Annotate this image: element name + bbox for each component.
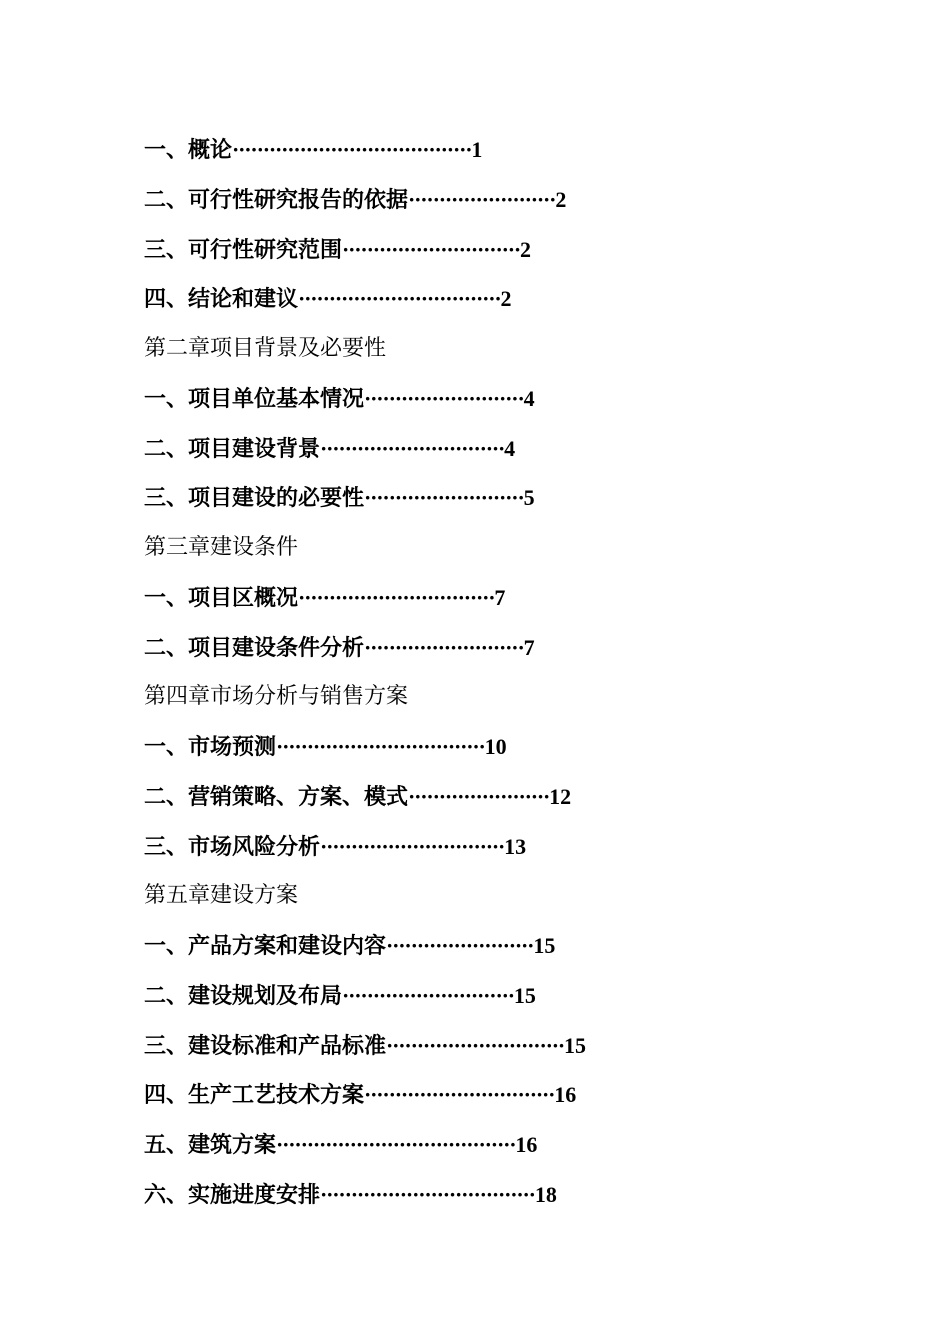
toc-entry-title: 一、概论 <box>144 137 233 163</box>
toc-entry-title: 三、建设标准和产品标准 <box>144 1032 387 1059</box>
toc-entry[interactable] <box>144 225 844 275</box>
toc-entry-title: 二、项目建设背景 <box>144 435 321 462</box>
toc-page-number: 4 <box>523 385 535 411</box>
toc-page-number: 4 <box>504 435 516 461</box>
toc-entry[interactable] <box>144 125 844 175</box>
toc-entry-title: 四、结论和建议 <box>144 286 299 313</box>
toc-entry[interactable] <box>144 971 844 1021</box>
toc-leader-dots: ··································· <box>320 1181 535 1207</box>
toc-entry-title: 二、营销策略、方案、模式 <box>144 783 409 810</box>
toc-leader-dots: ································· <box>298 286 501 312</box>
toc-leader-dots: ·························· <box>364 634 524 660</box>
toc-chapter-title: 第三章建设条件 <box>144 535 299 560</box>
toc-entry[interactable] <box>144 1021 844 1071</box>
toc-leader-dots: ·························· <box>364 485 524 511</box>
toc-entry-title: 三、市场风险分析 <box>144 833 321 860</box>
toc-page-number: 7 <box>523 634 535 660</box>
toc-entry[interactable] <box>144 623 844 673</box>
toc-leader-dots: ····························· <box>386 1032 564 1058</box>
toc-page-number: 1 <box>471 137 483 162</box>
toc-entry-title: 一、项目区概况 <box>144 584 299 611</box>
toc-entry[interactable] <box>144 1170 844 1220</box>
toc-chapter-title: 第二章项目背景及必要性 <box>144 336 387 361</box>
toc-entry[interactable] <box>144 473 844 523</box>
toc-entry[interactable] <box>144 274 844 324</box>
toc-entry-title: 四、生产工艺技术方案 <box>144 1082 365 1109</box>
toc-entry-title: 二、项目建设条件分析 <box>144 634 365 661</box>
toc-leader-dots: ·································· <box>276 734 485 759</box>
toc-page-number: 7 <box>494 584 506 610</box>
toc-entry[interactable] <box>144 424 844 474</box>
table-of-contents <box>144 125 844 1220</box>
toc-chapter-heading[interactable] <box>144 672 844 722</box>
toc-entry[interactable] <box>144 722 844 772</box>
toc-leader-dots: ························ <box>408 186 556 212</box>
toc-entry[interactable] <box>144 772 844 822</box>
toc-leader-dots: ······················· <box>408 783 550 809</box>
toc-page-number: 10 <box>484 734 507 759</box>
toc-page-number: 5 <box>523 485 535 511</box>
toc-leader-dots: ······································· <box>276 1132 516 1157</box>
toc-entry-title: 三、项目建设的必要性 <box>144 485 365 512</box>
toc-leader-dots: ···························· <box>342 982 514 1008</box>
toc-chapter-heading[interactable] <box>144 871 844 921</box>
toc-page-number: 2 <box>500 286 512 312</box>
toc-entry[interactable] <box>144 1120 844 1170</box>
toc-entry-title: 二、建设规划及布局 <box>144 982 343 1009</box>
toc-page-number: 2 <box>520 236 531 262</box>
toc-page-number: 18 <box>534 1181 557 1207</box>
toc-page-number: 15 <box>564 1032 586 1058</box>
toc-entry-title: 一、市场预测 <box>144 734 277 760</box>
toc-chapter-heading[interactable] <box>144 523 844 573</box>
toc-page-number: 16 <box>515 1132 538 1157</box>
toc-page-number: 13 <box>504 833 527 859</box>
toc-page-number: 16 <box>554 1082 577 1108</box>
toc-leader-dots: ······························ <box>320 833 505 859</box>
toc-leader-dots: ······································· <box>232 137 472 162</box>
toc-page-number: 12 <box>549 783 572 809</box>
toc-entry[interactable] <box>144 175 844 225</box>
toc-entry-title: 二、可行性研究报告的依据 <box>144 186 409 213</box>
toc-page-number: 15 <box>513 982 536 1008</box>
toc-entry[interactable] <box>144 573 844 623</box>
toc-chapter-title: 第四章市场分析与销售方案 <box>144 684 409 710</box>
toc-entry-title: 五、建筑方案 <box>144 1132 277 1158</box>
toc-entry-title: 三、可行性研究范围 <box>144 236 343 263</box>
toc-leader-dots: ······························· <box>364 1082 555 1108</box>
toc-entry[interactable] <box>144 822 844 872</box>
toc-entry[interactable] <box>144 1070 844 1120</box>
toc-leader-dots: ························ <box>386 933 534 958</box>
toc-leader-dots: ································ <box>298 584 495 610</box>
toc-page-number: 15 <box>533 933 556 958</box>
toc-leader-dots: ·························· <box>364 385 524 411</box>
toc-entry[interactable] <box>144 921 844 971</box>
toc-entry[interactable] <box>144 374 844 424</box>
toc-chapter-heading[interactable] <box>144 324 844 374</box>
toc-entry-title: 六、实施进度安排 <box>144 1181 321 1208</box>
toc-entry-title: 一、项目单位基本情况 <box>144 385 365 412</box>
toc-entry-title: 一、产品方案和建设内容 <box>144 933 387 959</box>
toc-page-number: 2 <box>555 186 567 212</box>
toc-leader-dots: ······························ <box>320 435 505 461</box>
toc-chapter-title: 第五章建设方案 <box>144 883 299 909</box>
toc-leader-dots: ····························· <box>342 236 520 262</box>
